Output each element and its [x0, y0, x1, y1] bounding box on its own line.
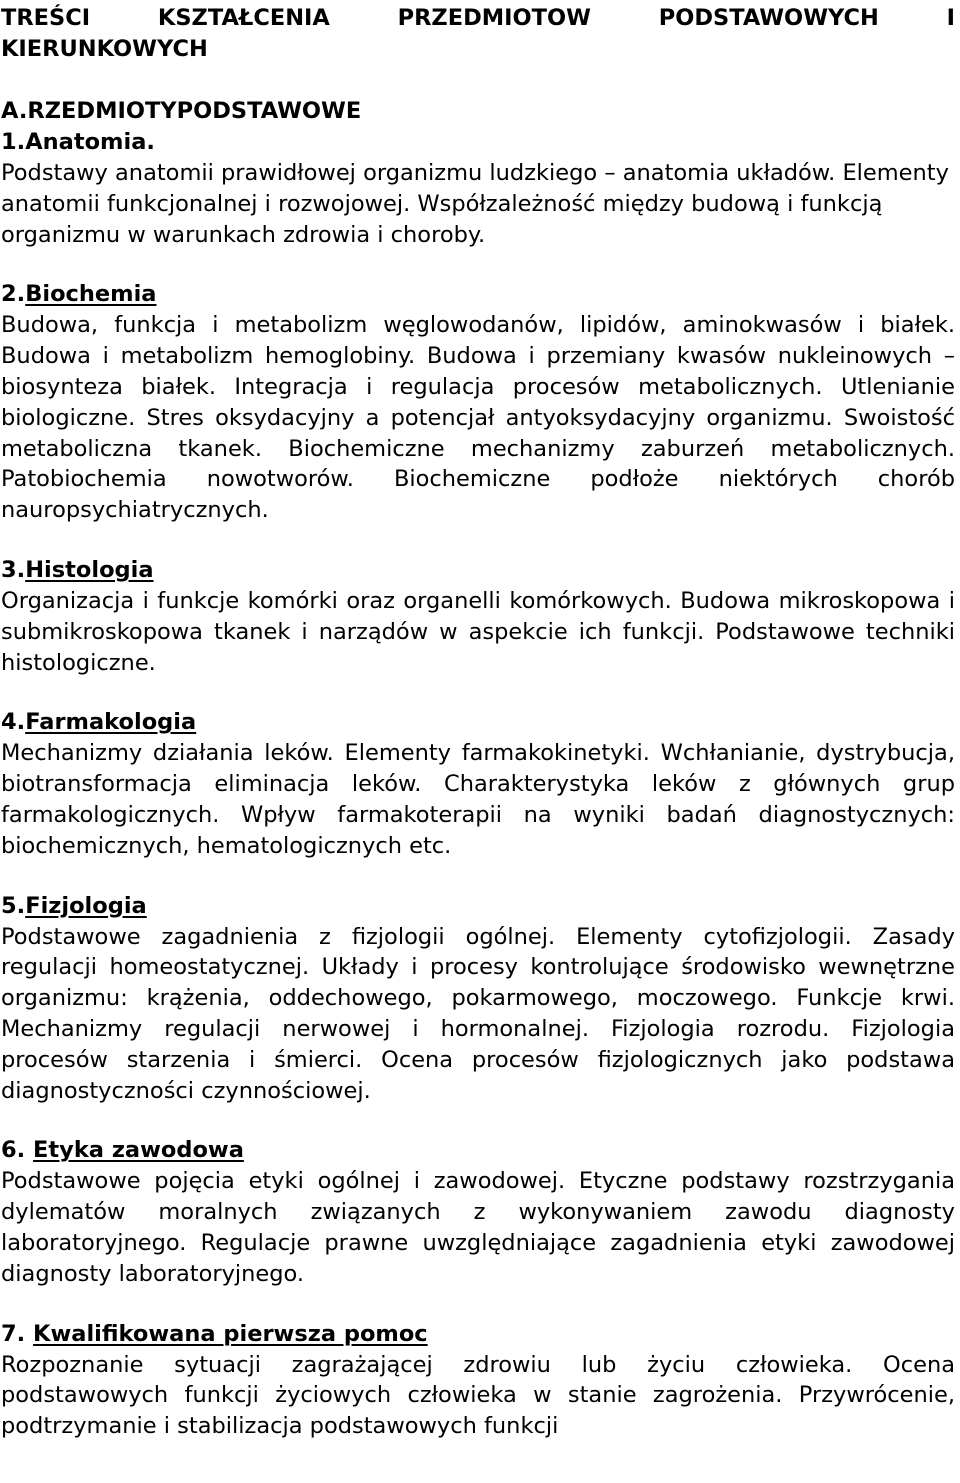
section-title: Kwalifikowana pierwsza pomoc: [33, 1320, 428, 1347]
section-heading: [1, 127, 955, 158]
section-heading: [1, 555, 955, 586]
section-title: Histologia: [25, 556, 154, 583]
section-body: Budowa, funkcja i metabolizm węglowodanów, lipidów, aminokwasów i białek. Budowa i metabolizm hemoglobiny. Budowa i przemiany kwasów nukleinowych – biosynteza białek. Integracja i regulacja procesów metabolicznych. Utlenianie biologiczne. Stres oksydacyjny a potencjał antyoksydacyjny organizmu. Swoistość metaboliczna tkanek. Biochemiczne mechanizmy zaburzeń metabolicznych. Patobiochemia nowotworów. Biochemiczne podłoże niektórych chorób nauropsychiatrycznych.: [1, 312, 955, 524]
section-heading: [1, 1135, 955, 1166]
section-body: Podstawy anatomii prawidłowej organizmu ludzkiego – anatomia układów. Elementy anatomii funkcjonalnej i rozwojowej. Współzależność między budową i funkcją organizmu w warunkach zdrowia i choroby.: [1, 160, 949, 248]
section-heading: [1, 891, 955, 922]
section-pharmacology: [1, 707, 955, 861]
document-title-line-1: TREŚCI KSZTAŁCENIA PRZEDMIOTOW PODSTAWOWYCH I: [1, 5, 955, 31]
section-number: 3.: [1, 556, 26, 583]
section-professional-ethics: [1, 1135, 955, 1289]
section-first-aid: [1, 1319, 955, 1442]
section-number: 6.: [1, 1137, 34, 1164]
document-title: [1, 3, 955, 65]
section-body: Rozpoznanie sytuacji zagrażającej zdrowiu lub życiu człowieka. Ocena podstawowych funkcji życiowych człowieka w stanie zagrożenia. Przywrócenie, podtrzymanie i stabilizacja podstawowych funkcji: [1, 1351, 955, 1440]
section-body: Organizacja i funkcje komórki oraz organelli komórkowych. Budowa mikroskopowa i submikroskopowa tkanek i narządów w aspekcie ich funkcji. Podstawowe techniki histologiczne.: [1, 587, 955, 676]
section-heading: [1, 707, 955, 738]
section-physiology: [1, 891, 955, 1107]
section-anatomy: [1, 127, 955, 250]
section-body: Mechanizmy działania leków. Elementy farmakokinetyki. Wchłanianie, dystrybucja, biotransformacja eliminacja leków. Charakterystyka leków z głównych grup farmakologicznych. Wpływ farmakoterapii na wyniki badań diagnostycznych: biochemicznych, hematologicznych etc.: [1, 740, 955, 859]
section-biochemistry: [1, 279, 955, 526]
section-number: 7.: [1, 1320, 34, 1347]
section-title: Fizjologia: [25, 892, 147, 919]
document-title-line-2: KIERUNKOWYCH: [1, 36, 208, 62]
section-number: 5.: [1, 892, 26, 919]
section-heading: [1, 279, 955, 310]
document-page: [1, 3, 955, 1442]
section-heading: [1, 1319, 955, 1350]
section-body: Podstawowe pojęcia etyki ogólnej i zawodowej. Etyczne podstawy rozstrzygania dylematów moralnych związanych z wykonywaniem zawodu diagnosty laboratoryjnego. Regulacje prawne uwzględniające zagadnienia etyki zawodowej diagnosty laboratoryjnego.: [1, 1168, 955, 1287]
section-number: 1.: [1, 129, 26, 155]
subject-group-heading: A.RZEDMIOTYPODSTAWOWE: [1, 98, 362, 124]
section-title: Biochemia: [25, 281, 157, 308]
section-histology: [1, 555, 955, 678]
section-body: Podstawowe zagadnienia z fizjologii ogólnej. Elementy cytofizjologii. Zasady regulacji homeostatycznej. Układy i procesy kontrolujące środowisko wewnętrzne organizmu: krążenia, oddechowego, pokarmowego, moczowego. Funkcje krwi. Mechanizmy regulacji nerwowej i hormonalnej. Fizjologia rozrodu. Fizjologia procesów starzenia i śmierci. Ocena procesów fizjologicznych jako podstawa diagnostyczności czynnościowej.: [1, 923, 955, 1104]
section-title: Farmakologia: [25, 709, 197, 736]
section-title: Etyka zawodowa: [33, 1137, 244, 1164]
section-number: 2.: [1, 281, 26, 308]
section-title: Anatomia.: [25, 129, 155, 155]
section-number: 4.: [1, 709, 26, 736]
